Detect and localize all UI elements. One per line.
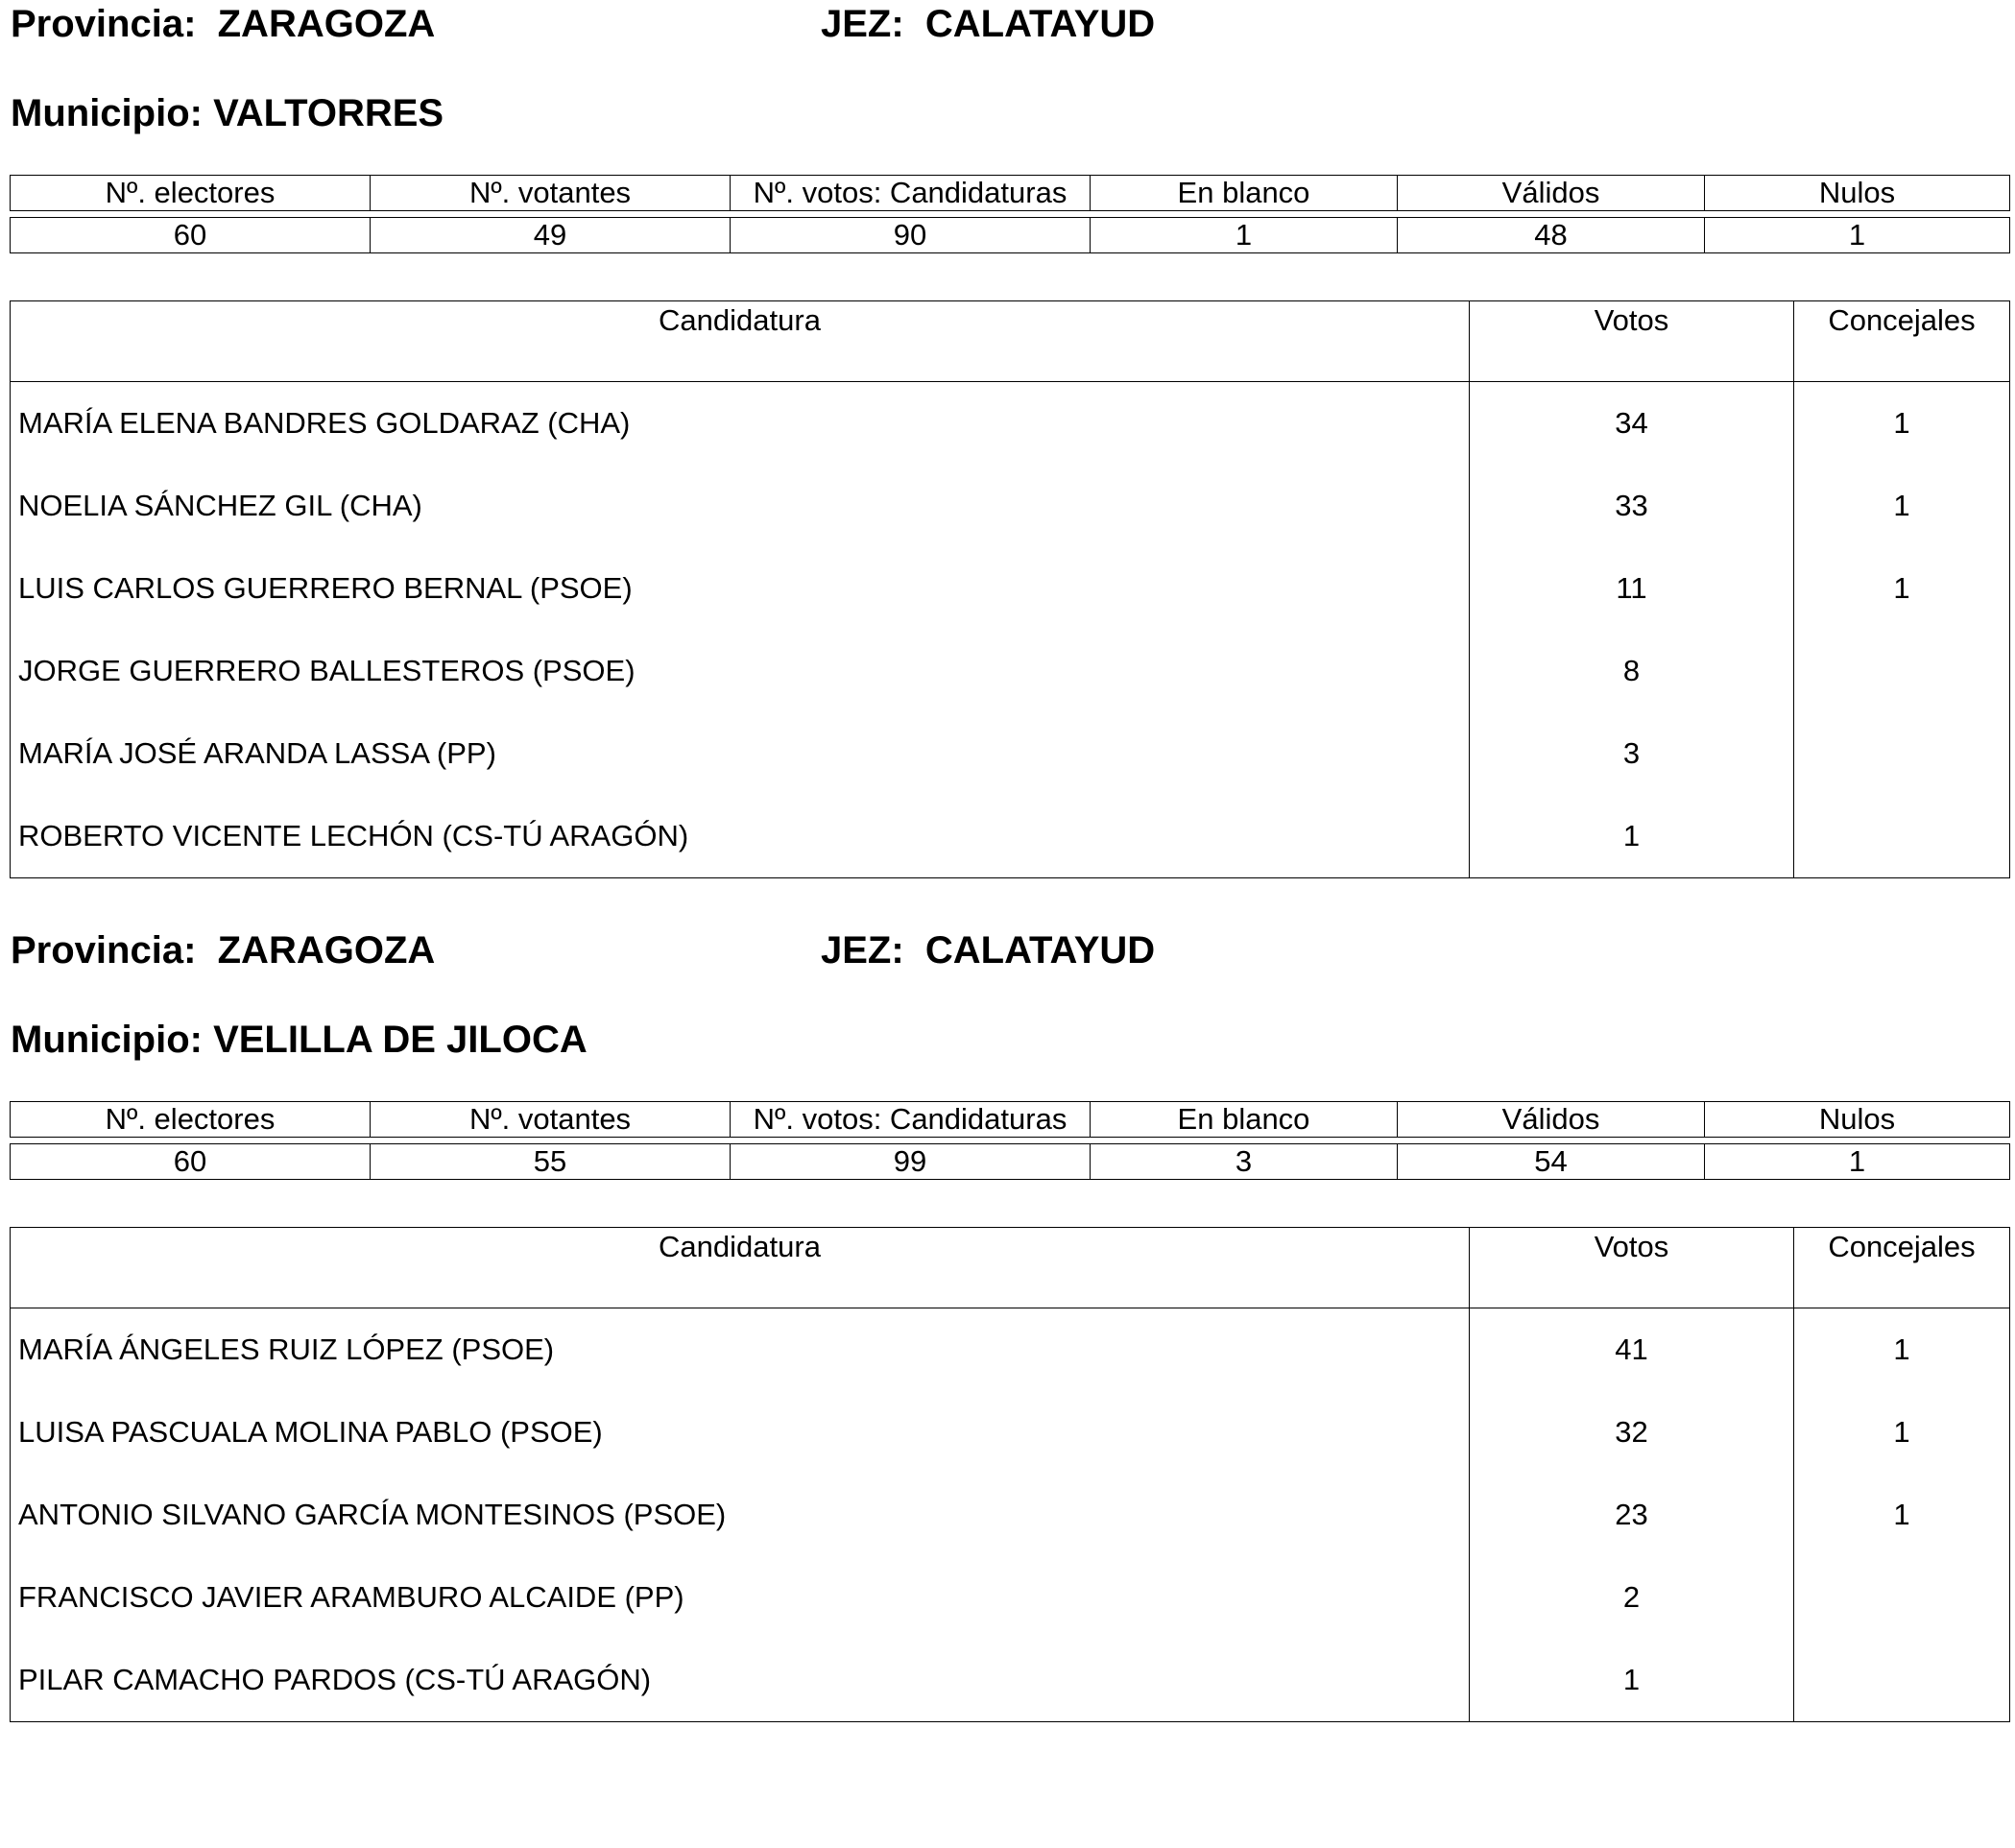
candidate-concejales: 1 [1794, 1474, 2010, 1556]
summary-header-row [11, 1102, 2010, 1138]
summary-value-cell: 60 [11, 1144, 371, 1180]
table-row [11, 795, 2010, 878]
summary-header-cell: Nº. votantes [371, 176, 731, 211]
votos-header: Votos [1470, 1228, 1794, 1308]
table-row [11, 1639, 2010, 1722]
summary-value-cell: 60 [11, 218, 371, 253]
table-row [11, 712, 2010, 795]
table-row [11, 1308, 2010, 1392]
candidate-name: NOELIA SÁNCHEZ GIL (CHA) [11, 465, 1470, 547]
table-row [11, 1474, 2010, 1556]
municipio-label: Municipio: VELILLA DE JILOCA [11, 1019, 588, 1061]
table-row [11, 382, 2010, 466]
candidate-concejales [1794, 712, 2010, 795]
municipio-section-valtorres [0, 0, 2015, 922]
candidate-concejales: 1 [1794, 1391, 2010, 1474]
jez-label: JEZ: CALATAYUD [821, 3, 1156, 45]
candidates-header-row [11, 1228, 2010, 1308]
summary-header-row [11, 176, 2010, 211]
table-row [11, 630, 2010, 712]
candidate-concejales [1794, 1556, 2010, 1639]
candidate-name: PILAR CAMACHO PARDOS (CS-TÚ ARAGÓN) [11, 1639, 1470, 1722]
candidate-votos: 33 [1470, 465, 1794, 547]
summary-value-row [11, 1144, 2010, 1180]
summary-value-cell: 48 [1398, 218, 1705, 253]
candidates-table [10, 300, 2010, 878]
summary-header-cell: Nulos [1705, 176, 2010, 211]
candidate-votos: 32 [1470, 1391, 1794, 1474]
candidates-header-row [11, 301, 2010, 382]
candidate-concejales: 1 [1794, 1308, 2010, 1392]
summary-value-cell: 55 [371, 1144, 731, 1180]
candidate-votos: 8 [1470, 630, 1794, 712]
summary-value-cell: 3 [1091, 1144, 1398, 1180]
candidate-name: LUISA PASCUALA MOLINA PABLO (PSOE) [11, 1391, 1470, 1474]
candidates-table [10, 1227, 2010, 1722]
summary-value-row [11, 218, 2010, 253]
table-row [11, 1556, 2010, 1639]
candidate-votos: 11 [1470, 547, 1794, 630]
table-row [11, 1391, 2010, 1474]
votos-header: Votos [1470, 301, 1794, 382]
table-row [11, 465, 2010, 547]
summary-header-cell: Nº. electores [11, 176, 371, 211]
candidate-name: JORGE GUERRERO BALLESTEROS (PSOE) [11, 630, 1470, 712]
concejales-header: Concejales [1794, 301, 2010, 382]
candidate-concejales [1794, 795, 2010, 878]
candidate-name: LUIS CARLOS GUERRERO BERNAL (PSOE) [11, 547, 1470, 630]
summary-value-cell: 1 [1091, 218, 1398, 253]
concejales-header: Concejales [1794, 1228, 2010, 1308]
candidate-votos: 1 [1470, 795, 1794, 878]
summary-header-cell: Nulos [1705, 1102, 2010, 1138]
summary-value-cell: 54 [1398, 1144, 1705, 1180]
candidate-votos: 41 [1470, 1308, 1794, 1392]
candidate-concejales [1794, 630, 2010, 712]
candidatura-header: Candidatura [11, 1228, 1470, 1308]
candidate-concejales: 1 [1794, 465, 2010, 547]
municipio-section-velilla-de-jiloca [0, 926, 2015, 1848]
candidate-name: ROBERTO VICENTE LECHÓN (CS-TÚ ARAGÓN) [11, 795, 1470, 878]
summary-header-cell: Válidos [1398, 1102, 1705, 1138]
summary-value-cell: 90 [731, 218, 1091, 253]
summary-value-cell: 99 [731, 1144, 1091, 1180]
summary-value-cell: 1 [1705, 218, 2010, 253]
provincia-label: Provincia: ZARAGOZA [11, 929, 436, 972]
candidate-votos: 34 [1470, 382, 1794, 466]
candidatura-header: Candidatura [11, 301, 1470, 382]
candidate-name: FRANCISCO JAVIER ARAMBURO ALCAIDE (PP) [11, 1556, 1470, 1639]
summary-header-cell: Válidos [1398, 176, 1705, 211]
candidate-votos: 2 [1470, 1556, 1794, 1639]
summary-values-table [10, 217, 2010, 253]
municipio-label: Municipio: VALTORRES [11, 92, 444, 134]
summary-table [10, 175, 2010, 211]
candidate-name: MARÍA ÁNGELES RUIZ LÓPEZ (PSOE) [11, 1308, 1470, 1392]
summary-header-cell: En blanco [1091, 176, 1398, 211]
candidate-concejales: 1 [1794, 547, 2010, 630]
summary-header-cell: Nº. votos: Candidaturas [731, 1102, 1091, 1138]
summary-table [10, 1101, 2010, 1138]
summary-header-cell: Nº. votantes [371, 1102, 731, 1138]
candidate-name: MARÍA ELENA BANDRES GOLDARAZ (CHA) [11, 382, 1470, 466]
candidate-name: MARÍA JOSÉ ARANDA LASSA (PP) [11, 712, 1470, 795]
summary-header-cell: En blanco [1091, 1102, 1398, 1138]
candidate-votos: 3 [1470, 712, 1794, 795]
jez-label: JEZ: CALATAYUD [821, 929, 1156, 972]
table-row [11, 547, 2010, 630]
summary-value-cell: 49 [371, 218, 731, 253]
summary-values-table [10, 1143, 2010, 1180]
provincia-label: Provincia: ZARAGOZA [11, 3, 436, 45]
candidate-votos: 1 [1470, 1639, 1794, 1722]
candidate-concejales: 1 [1794, 382, 2010, 466]
summary-value-cell: 1 [1705, 1144, 2010, 1180]
candidate-concejales [1794, 1639, 2010, 1722]
summary-header-cell: Nº. electores [11, 1102, 371, 1138]
candidate-name: ANTONIO SILVANO GARCÍA MONTESINOS (PSOE) [11, 1474, 1470, 1556]
candidate-votos: 23 [1470, 1474, 1794, 1556]
summary-header-cell: Nº. votos: Candidaturas [731, 176, 1091, 211]
